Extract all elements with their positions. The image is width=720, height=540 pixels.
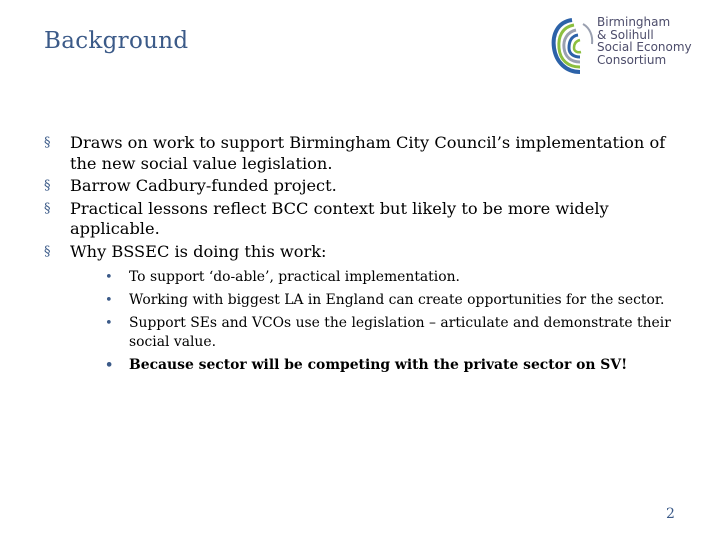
- bullet-text: Draws on work to support Birmingham City Council’s implementation of the new social value legislation.: [70, 133, 666, 173]
- bullet-list: [44, 133, 684, 375]
- bullet-text: Barrow Cadbury-funded project.: [70, 176, 337, 195]
- bullet-text: Why BSSEC is doing this work:: [70, 241, 327, 261]
- sub-bullet-text: Working with biggest LA in England can create opportunities for the sector.: [129, 292, 665, 308]
- sub-bullet-text: Because sector will be competing with the private sector on SV!: [129, 357, 628, 373]
- bullet-text: Practical lessons reflect BCC context but likely to be more widely applicable.: [70, 198, 609, 238]
- dot-bullet-icon: •: [105, 316, 113, 331]
- logo-line-1: Birmingham: [597, 15, 671, 29]
- section-bullet-icon: §: [44, 178, 51, 193]
- logo-line-3: Social Economy: [597, 40, 692, 54]
- logo-line-4: Consortium: [597, 52, 667, 67]
- list-item: [44, 199, 684, 240]
- slide-title: Background: [44, 28, 189, 54]
- section-bullet-icon: §: [44, 200, 51, 216]
- logo-text: [597, 16, 692, 66]
- dot-bullet-icon: •: [105, 270, 113, 285]
- sub-list-item: [96, 268, 684, 287]
- dot-bullet-icon: •: [105, 293, 113, 308]
- page-number: 2: [666, 506, 675, 522]
- section-bullet-icon: §: [44, 135, 51, 150]
- sub-bullet-list: [70, 268, 684, 375]
- sub-bullet-text: Support SEs and VCOs use the legislation – articulate and demonstrate their social value.: [129, 315, 671, 350]
- sub-list-item: [96, 356, 684, 375]
- logo-line-2: & Solihull: [597, 27, 654, 42]
- sub-list-item: [96, 291, 684, 310]
- list-item: [44, 133, 684, 174]
- sub-bullet-text: To support ‘do-able’, practical implementation.: [129, 269, 460, 285]
- list-item: [44, 242, 684, 376]
- bssec-logo: [550, 14, 710, 76]
- sub-list-item: [96, 314, 684, 352]
- bssec-logo-icon: [550, 16, 596, 76]
- slide-body: [44, 133, 684, 379]
- list-item: [44, 176, 684, 197]
- dot-bullet-icon: •: [105, 358, 114, 373]
- section-bullet-icon: §: [44, 243, 51, 259]
